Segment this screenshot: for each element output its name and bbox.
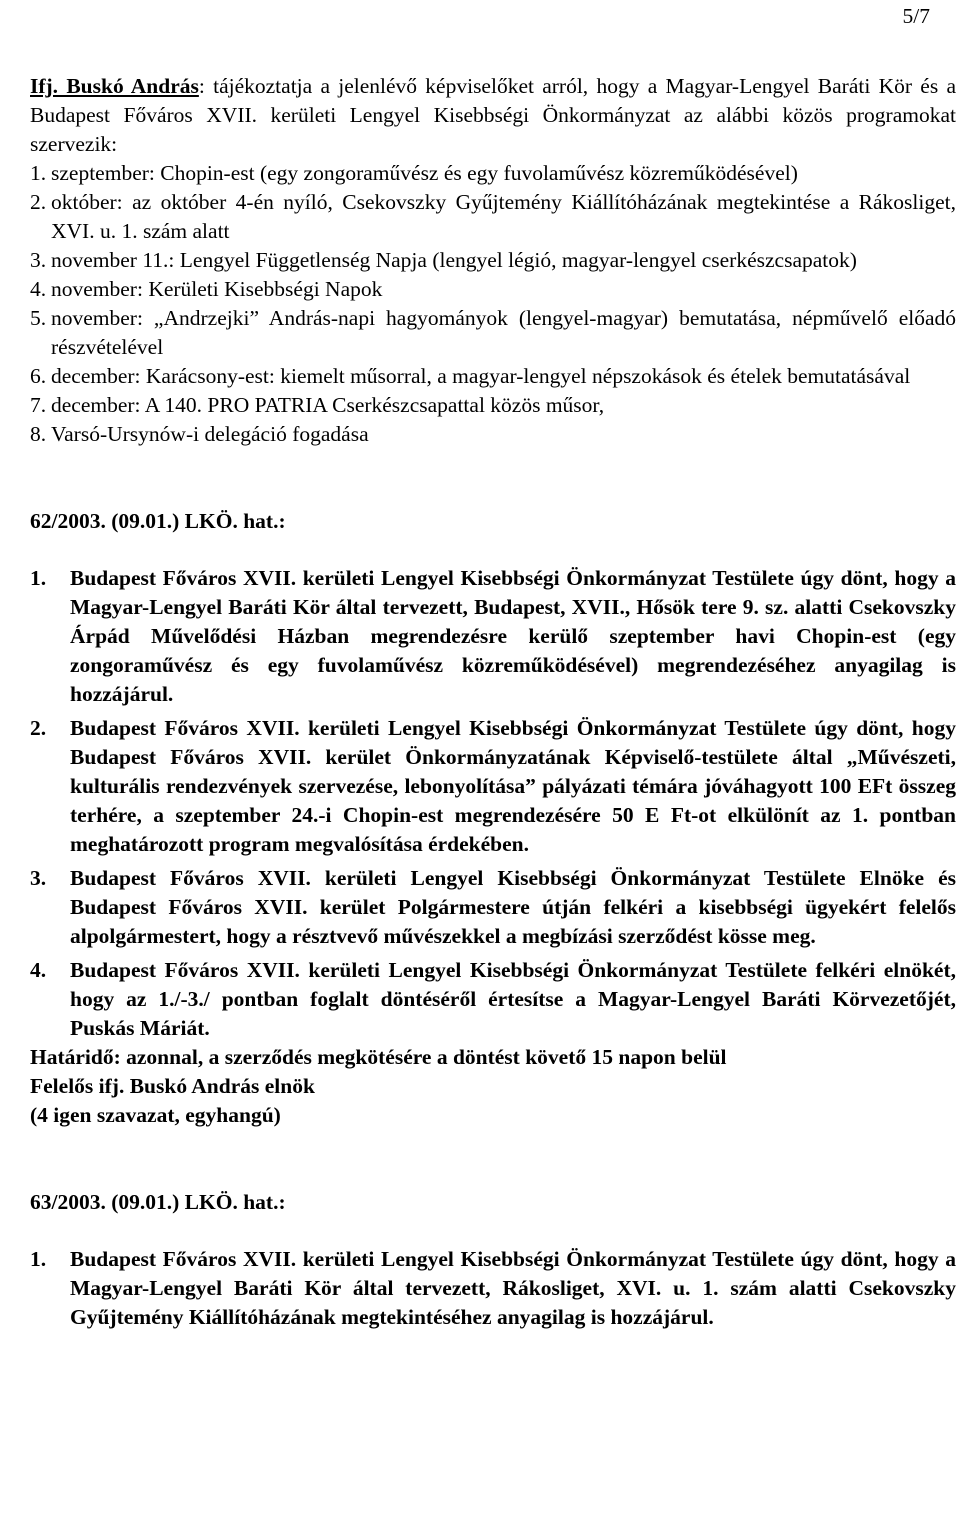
item-number: 3. (30, 866, 47, 890)
item-text: november 11.: Lengyel Függetlenség Napja (lengyel légió, magyar-lengyel cserkészcsapatok) (51, 248, 857, 272)
list-item (30, 188, 956, 246)
resolution-item (30, 714, 956, 859)
list-item (30, 391, 956, 420)
list-item (30, 275, 956, 304)
item-text: november: „Andrzejki” András-napi hagyományok (lengyel-magyar) bemutatása, népművelő előadó részvételével (51, 306, 956, 359)
item-text: december: A 140. PRO PATRIA Cserkészcsapattal közös műsor, (51, 393, 605, 417)
resolution-item (30, 864, 956, 951)
resolution-63-heading: 63/2003. (09.01.) LKÖ. hat.: (30, 1190, 286, 1214)
item-number: 7. (30, 393, 47, 417)
vote-result: (4 igen szavazat, egyhangú) (30, 1103, 281, 1127)
item-number: 4. (30, 277, 47, 301)
item-text: szeptember: Chopin-est (egy zongoraművész és egy fuvolaművész közreműködésével) (51, 161, 798, 185)
resolution-62-heading: 62/2003. (09.01.) LKÖ. hat.: (30, 509, 286, 533)
item-number: 6. (30, 364, 47, 388)
list-item (30, 304, 956, 362)
page-number: 5/7 (902, 4, 930, 28)
document-body (30, 72, 956, 1332)
item-text: december: Karácsony-est: kiemelt műsorral, a magyar-lengyel népszokások és ételek bemutatásával (51, 364, 911, 388)
resolution-item (30, 956, 956, 1043)
item-text: Budapest Főváros XVII. kerületi Lengyel Kisebbségi Önkormányzat Testülete úgy dönt, hogy Budapest Főváros XVII. kerület Önkormányzatának Képviselő-testülete által „Művészeti, kulturális rendezvények szervezése, lebonyolítása” pályázati témára jóváhagyott 100 EFt összeg terhére, a szeptember 24.-i Chopin-est megrendezésére 50 E Ft-ot elkülönít az 1. pontban meghatározott program megvalósítása érdekében. (70, 716, 956, 856)
item-number: 8. (30, 422, 47, 446)
program-list (30, 159, 956, 449)
resolution-item (30, 564, 956, 709)
item-text: november: Kerületi Kisebbségi Napok (51, 277, 383, 301)
item-number: 4. (30, 958, 47, 982)
item-text: Budapest Főváros XVII. kerületi Lengyel Kisebbségi Önkormányzat Testülete úgy dönt, hogy a Magyar-Lengyel Baráti Kör által tervezett, Rákosliget, XVI. u. 1. szám alatti Csekovszky Gyűjtemény Kiállítóházának megtekintéséhez anyagilag is hozzájárul. (70, 1247, 956, 1329)
intro-text: : tájékoztatja a jelenlévő képviselőket arról, hogy a Magyar-Lengyel Baráti Kör és a Budapest Főváros XVII. kerületi Lengyel Kisebbségi Önkormányzat az alábbi közös programokat szervezik: (30, 74, 956, 156)
list-item (30, 362, 956, 391)
item-number: 1. (30, 1247, 47, 1271)
item-number: 2. (30, 716, 47, 740)
item-number: 3. (30, 248, 47, 272)
responsible-person: Felelős ifj. Buskó András elnök (30, 1074, 315, 1098)
list-item (30, 246, 956, 275)
resolution-62-items (30, 564, 956, 1043)
speaker-name: Ifj. Buskó András (30, 74, 199, 98)
intro-paragraph (30, 72, 956, 159)
list-item (30, 420, 956, 449)
item-number: 5. (30, 306, 47, 330)
list-item (30, 159, 956, 188)
item-text: Budapest Főváros XVII. kerületi Lengyel Kisebbségi Önkormányzat Testülete úgy dönt, hogy a Magyar-Lengyel Baráti Kör által tervezett, Budapest, XVII., Hősök tere 9. sz. alatti Csekovszky Árpád Művelődési Házban megrendezésre kerülő szeptember havi Chopin-est (egy zongoraművész és egy fuvolaművész közreműködésével) megrendezéséhez anyagilag is hozzájárul. (70, 566, 956, 706)
resolution-63-items (30, 1245, 956, 1332)
deadline: Határidő: azonnal, a szerződés megkötésére a döntést követő 15 napon belül (30, 1045, 727, 1069)
item-number: 1. (30, 566, 47, 590)
item-text: Varsó-Ursynów-i delegáció fogadása (51, 422, 369, 446)
item-text: Budapest Főváros XVII. kerületi Lengyel Kisebbségi Önkormányzat Testülete Elnöke és Budapest Főváros XVII. kerület Polgármestere útján felkéri a kisebbségi ügyekért felelős alpolgármestert, hogy a résztvevő művészekkel a megbízási szerződést kösse meg. (70, 866, 956, 948)
resolution-item (30, 1245, 956, 1332)
item-number: 2. (30, 190, 47, 214)
item-text: Budapest Főváros XVII. kerületi Lengyel Kisebbségi Önkormányzat Testülete felkéri elnökét, hogy az 1./-3./ pontban foglalt döntéséről értesítse a Magyar-Lengyel Baráti Körvezetőjét, Puskás Máriát. (70, 958, 956, 1040)
item-text: október: az október 4-én nyíló, Csekovszky Gyűjtemény Kiállítóházának megtekintése a Rákosliget, XVI. u. 1. szám alatt (51, 190, 956, 243)
item-number: 1. (30, 161, 47, 185)
